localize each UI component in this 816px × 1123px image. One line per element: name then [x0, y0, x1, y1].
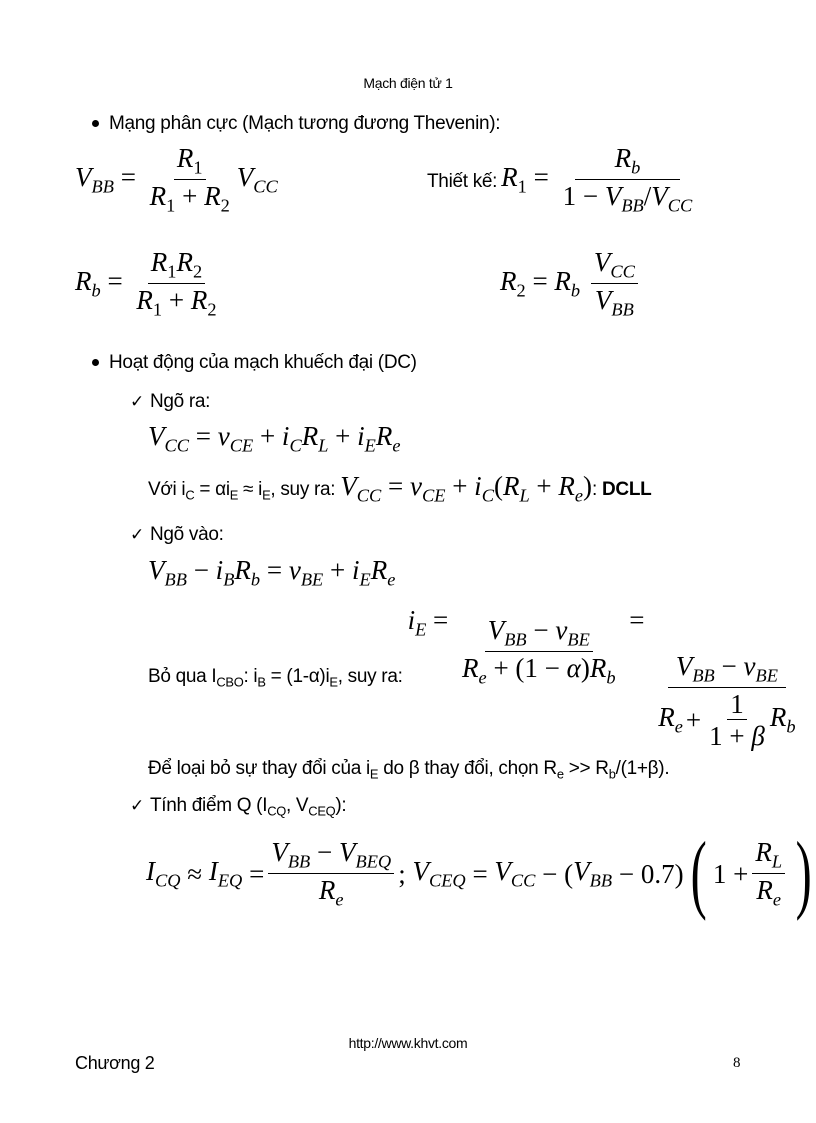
- equation-vbb: $V_{BB}$ = $\frac{R_1}{R_1 + R_2}$ $V_{CC}$: [75, 143, 278, 216]
- bullet-item-amplifier-dc: [92, 352, 417, 374]
- remove-text-3: >> R: [563, 758, 609, 779]
- ib-eq-text: = (1-α)i: [265, 666, 330, 688]
- sub-e2: E: [262, 487, 271, 503]
- q-label-3: ):: [335, 795, 347, 816]
- sub-e3: E: [329, 674, 338, 690]
- q-label-2: , V: [285, 795, 309, 816]
- equation-r1-design: Thiết kế: $R_1$ = $\frac{R_b}{1 - V_{BB}/V_{CC}}$: [427, 143, 693, 216]
- design-label: Thiết kế:: [427, 171, 498, 193]
- checkmark-icon: ✓: [130, 525, 144, 545]
- dcll-separator: :: [592, 479, 603, 500]
- dcll-line: Với $i_C = \alpha i_E \approx i_E$, suy ra: $V_{CC} = v_{CE} + i_C(R_L + R_e)$: DCLL: [148, 471, 652, 506]
- remove-text-2: do β thay đổi, chọn R: [378, 758, 557, 779]
- sub-e4: E: [369, 766, 379, 782]
- beta-variation-text: [148, 758, 669, 782]
- equation-q-point: $I_{CQ}$ ≈ $I_{EQ}$ = $\frac{V_{BB} - V_{BEQ}}{R_e}$ ; $V_{CEQ}$ = $V_{CC}$ − ( $V_{BB}$ − 0.7) ( 1 + $\frac{R_L}{R_e}$ ): [146, 825, 812, 922]
- checkmark-icon: ✓: [130, 392, 144, 412]
- dcll-label: DCLL: [602, 479, 652, 500]
- equation-r2: $R_2 = R_b$ $\frac{V_{CC}}{V_{BB}}$: [500, 248, 642, 319]
- bullet-icon: [92, 359, 99, 366]
- so-text: , suy ra:: [270, 479, 341, 500]
- ignore-text: Bỏ qua I: [148, 666, 217, 688]
- heading-amplifier-dc: Hoạt động của mạch khuếch đại (DC): [109, 352, 417, 373]
- q-label-1: Tính điểm Q (I: [149, 795, 268, 816]
- sub-e5: e: [556, 766, 564, 782]
- checkmark-icon: ✓: [130, 796, 144, 816]
- output-label: Ngõ ra:: [149, 391, 211, 412]
- sub-ceq: CEQ: [308, 803, 336, 819]
- sub-cbo: CBO: [216, 674, 244, 690]
- remove-text-1: Để loại bỏ sự thay đổi của i: [148, 758, 370, 779]
- output-item: [130, 391, 210, 413]
- with-text: Với i: [148, 479, 186, 500]
- q-point-item: [130, 795, 346, 819]
- heading-bias-network: Mạng phân cực (Mạch tương đương Thevenin):: [109, 113, 501, 134]
- approx-text: ≈ i: [238, 479, 263, 500]
- input-label: Ngõ vào:: [149, 524, 224, 545]
- sub-c: C: [185, 487, 195, 503]
- bullet-item-bias-network: [92, 113, 500, 135]
- alpha-text: = αi: [194, 479, 230, 500]
- page-header: Mạch điện tử 1: [363, 75, 453, 91]
- page-number: 8: [733, 1055, 741, 1071]
- equation-vcc-output: $V_{CC} = v_{CE} + i_CR_L + i_ER_e$: [148, 421, 401, 456]
- footer-url: http://www.khvt.com: [348, 1035, 468, 1051]
- remove-text-4: /(1+β).: [615, 758, 670, 779]
- sub-cq: CQ: [267, 803, 286, 819]
- equation-rb: $R_b$ = $\frac{R_1R_2}{R_1 + R_2}$: [75, 247, 217, 320]
- sub-b: B: [257, 674, 266, 690]
- equation-ie-line: Bỏ qua $I_{CBO}$: $i_B = (1-\alpha)i_E$, suy ra: $i_E$ = $\frac{V_{BB} - v_{BE}}{R_e + (1 - \alpha)R_b}$ = $V_{BB} - v_{BE}$ $R_e$ + $\frac{1}{1 + \beta}$ $R_b$: [148, 605, 796, 752]
- ib-text: : i: [243, 666, 258, 688]
- equation-vbb-input: $V_{BB} - i_BR_b = v_{BE} + i_ER_e$: [148, 555, 396, 590]
- input-item: [130, 524, 224, 546]
- so-text2: , suy ra:: [337, 666, 408, 688]
- sub-b2: b: [608, 766, 616, 782]
- sub-e: E: [229, 487, 239, 503]
- footer-chapter: Chương 2: [75, 1053, 155, 1073]
- bullet-icon: [92, 120, 99, 127]
